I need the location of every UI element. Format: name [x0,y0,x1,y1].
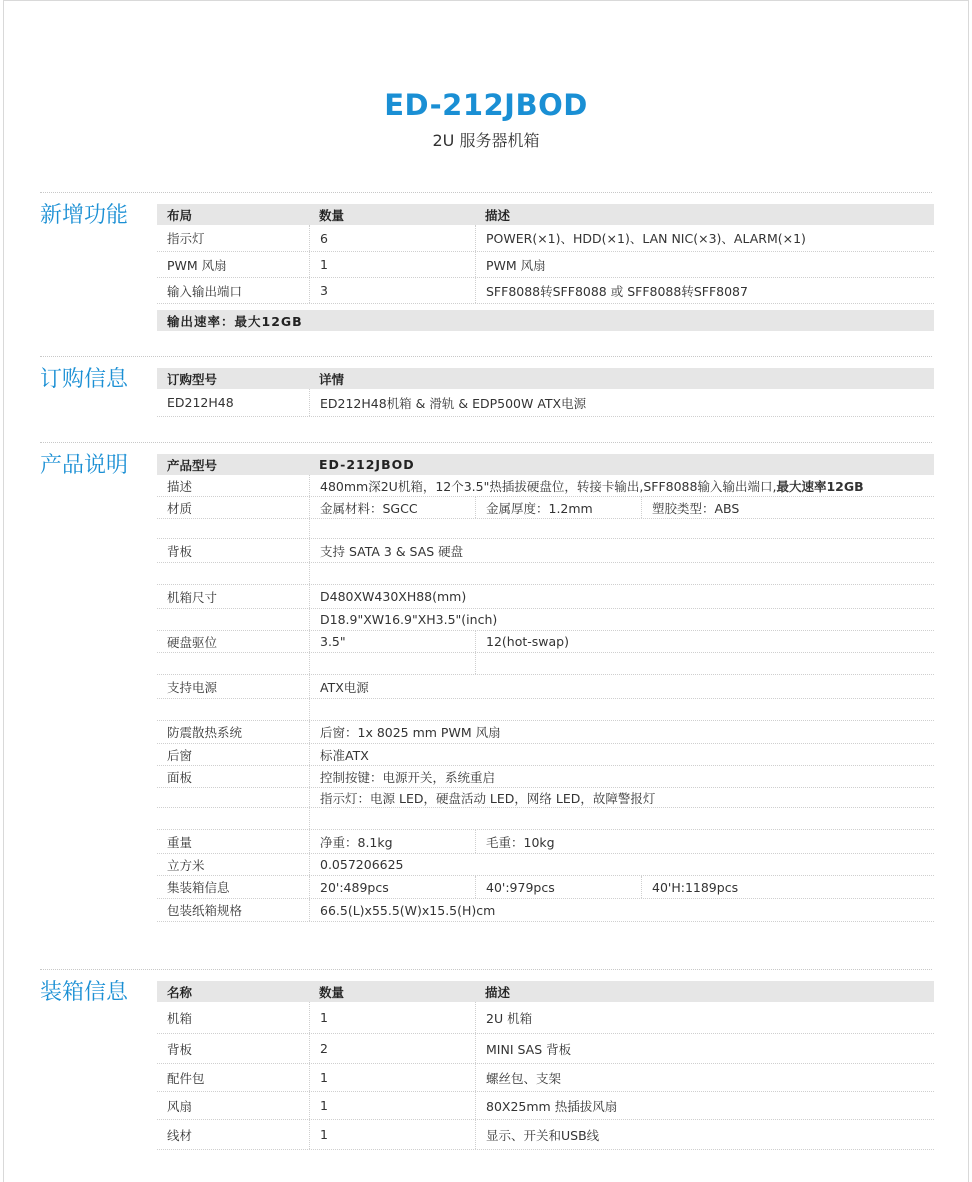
table-header [157,454,934,475]
table-cell: 指示灯 [167,231,205,246]
table-row [157,830,934,854]
header-cell: 名称 [167,984,193,1000]
section-title: 订购信息 [40,367,129,392]
table-row [157,699,934,721]
table-cell: 指示灯：电源 LED，硬盘活动 LED，网络 LED，故障警报灯 [309,788,934,807]
table-cell: 2U 机箱 [475,1002,934,1033]
table-row [157,899,934,922]
table-cell: 材质 [167,500,193,516]
section-title: 装箱信息 [40,980,129,1005]
table-header [157,368,934,389]
table-cell: 配件包 [167,1070,205,1086]
page-title: ED-212JBOD [384,88,588,122]
table-cell: SFF8088转SFF8088 或 SFF8088转SFF8087 [475,278,934,303]
table-cell: 塑胶类型：ABS [641,497,934,518]
section-title: 产品说明 [40,453,129,478]
table-row [157,475,934,497]
section-divider [40,442,932,443]
packing-table [157,981,934,1150]
table-cell: 机箱 [167,1010,193,1026]
description-highlight: 最大速率12GB [776,478,864,494]
header-cell: 描述 [485,207,511,223]
table-row [157,609,934,631]
table-cell: 1 [309,1064,475,1091]
table-cell: D480XW430XH88(mm) [309,585,934,608]
header-cell: 订购型号 [167,371,218,387]
table-cell: 80X25mm 热插拔风扇 [475,1092,934,1119]
page-subtitle: 2U 服务器机箱 [432,131,540,150]
header-cell: 布局 [167,207,193,223]
table-cell: PWM 风扇 [475,252,934,277]
table-cell: MINI SAS 背板 [475,1034,934,1063]
table-cell: 金属材料：SGCC [309,497,475,518]
table-cell: 66.5(L)x55.5(W)x15.5(H)cm [309,899,934,921]
section-divider [40,969,932,970]
table-row [157,1034,934,1064]
table-cell: 3 [309,278,475,303]
table-cell: 净重：8.1kg [309,830,475,853]
table-cell: 支持电源 [167,679,218,695]
table-cell: 线材 [167,1127,193,1143]
header-cell: 产品型号 [167,457,218,473]
table-row [157,563,934,585]
table-cell: 20':489pcs [309,876,475,898]
table-cell: 描述 [167,478,193,494]
section-divider [40,356,932,357]
table-cell: 40'H:1189pcs [641,876,934,898]
table-cell: 螺丝包、支架 [475,1064,934,1091]
table-cell: 金属厚度：1.2mm [475,497,641,518]
table-cell: 1 [309,1002,475,1033]
table-cell: 包装纸箱规格 [167,903,243,918]
table-cell: 3.5" [309,631,475,652]
table-row [157,225,934,252]
table-cell: 风扇 [167,1098,193,1114]
table-cell: 显示、开关和USB线 [475,1120,934,1149]
table-row [157,1120,934,1150]
table-cell: PWM 风扇 [167,257,227,273]
table-cell: 支持 SATA 3 & SAS 硬盘 [309,539,934,562]
table-cell: POWER(×1)、HDD(×1)、LAN NIC(×3)、ALARM(×1) [475,225,934,251]
table-header [157,204,934,225]
table-row [157,1092,934,1120]
table-cell: 集装箱信息 [167,880,230,895]
header-cell: 数量 [319,984,345,1000]
header-cell: 数量 [319,207,345,223]
table-row [157,808,934,830]
table-cell: 2 [309,1034,475,1063]
table-cell: 背板 [167,543,193,559]
table-cell: 硬盘驱位 [167,634,218,650]
table-cell: 0.057206625 [309,854,934,875]
table-row [157,278,934,304]
table-row [157,497,934,519]
table-cell: 立方米 [167,857,205,873]
table-cell: 后窗 [167,747,193,763]
table-cell: 标准ATX [309,744,934,765]
description-text: 480mm深2U机箱，12个3.5"热插拔硬盘位，转接卡输出,SFF8088输入输出端口, [320,478,777,494]
table-cell: 1 [309,252,475,277]
table-row [157,539,934,563]
output-speed: 输出速率：最大12GB [157,310,934,331]
table-cell: 后窗：1x 8025 mm PWM 风扇 [309,721,934,743]
section-title: 新增功能 [40,203,129,228]
table-cell: 面板 [167,769,193,785]
table-cell [309,475,934,496]
header-cell: 描述 [485,984,511,1000]
table-cell: 1 [309,1120,475,1149]
table-cell: 1 [309,1092,475,1119]
table-header [157,981,934,1002]
table-cell: 背板 [167,1041,193,1057]
table-row [157,585,934,609]
features-table [157,204,934,331]
table-row [157,788,934,808]
table-row [157,876,934,899]
table-row [157,631,934,653]
table-row [157,721,934,744]
table-cell: D18.9"XW16.9"XH3.5"(inch) [309,609,934,630]
table-cell: 重量 [167,834,193,850]
table-row [157,389,934,417]
header-cell: 详情 [319,371,345,387]
table-cell: 输入输出端口 [167,283,243,299]
table-cell: 12(hot-swap) [475,631,934,652]
table-cell: ED212H48机箱 & 滑轨 & EDP500W ATX电源 [309,389,934,416]
table-cell: 机箱尺寸 [167,589,218,605]
table-row [157,854,934,876]
table-row [157,519,934,539]
header-cell: ED-212JBOD [319,457,415,472]
table-row [157,675,934,699]
table-row [157,766,934,788]
table-row [157,653,934,675]
table-cell: 毛重：10kg [475,830,934,853]
section-divider [40,192,932,193]
product-table [157,454,934,922]
table-cell: 控制按键：电源开关，系统重启 [309,766,934,787]
table-row [157,744,934,766]
table-row [157,1064,934,1092]
table-cell: 40':979pcs [475,876,641,898]
table-cell: ED212H48 [167,395,234,410]
ordering-table [157,368,934,417]
table-cell: 6 [309,225,475,251]
table-cell: 防震散热系统 [167,725,243,740]
table-row [157,252,934,278]
table-cell: ATX电源 [309,675,934,698]
table-row [157,1002,934,1034]
